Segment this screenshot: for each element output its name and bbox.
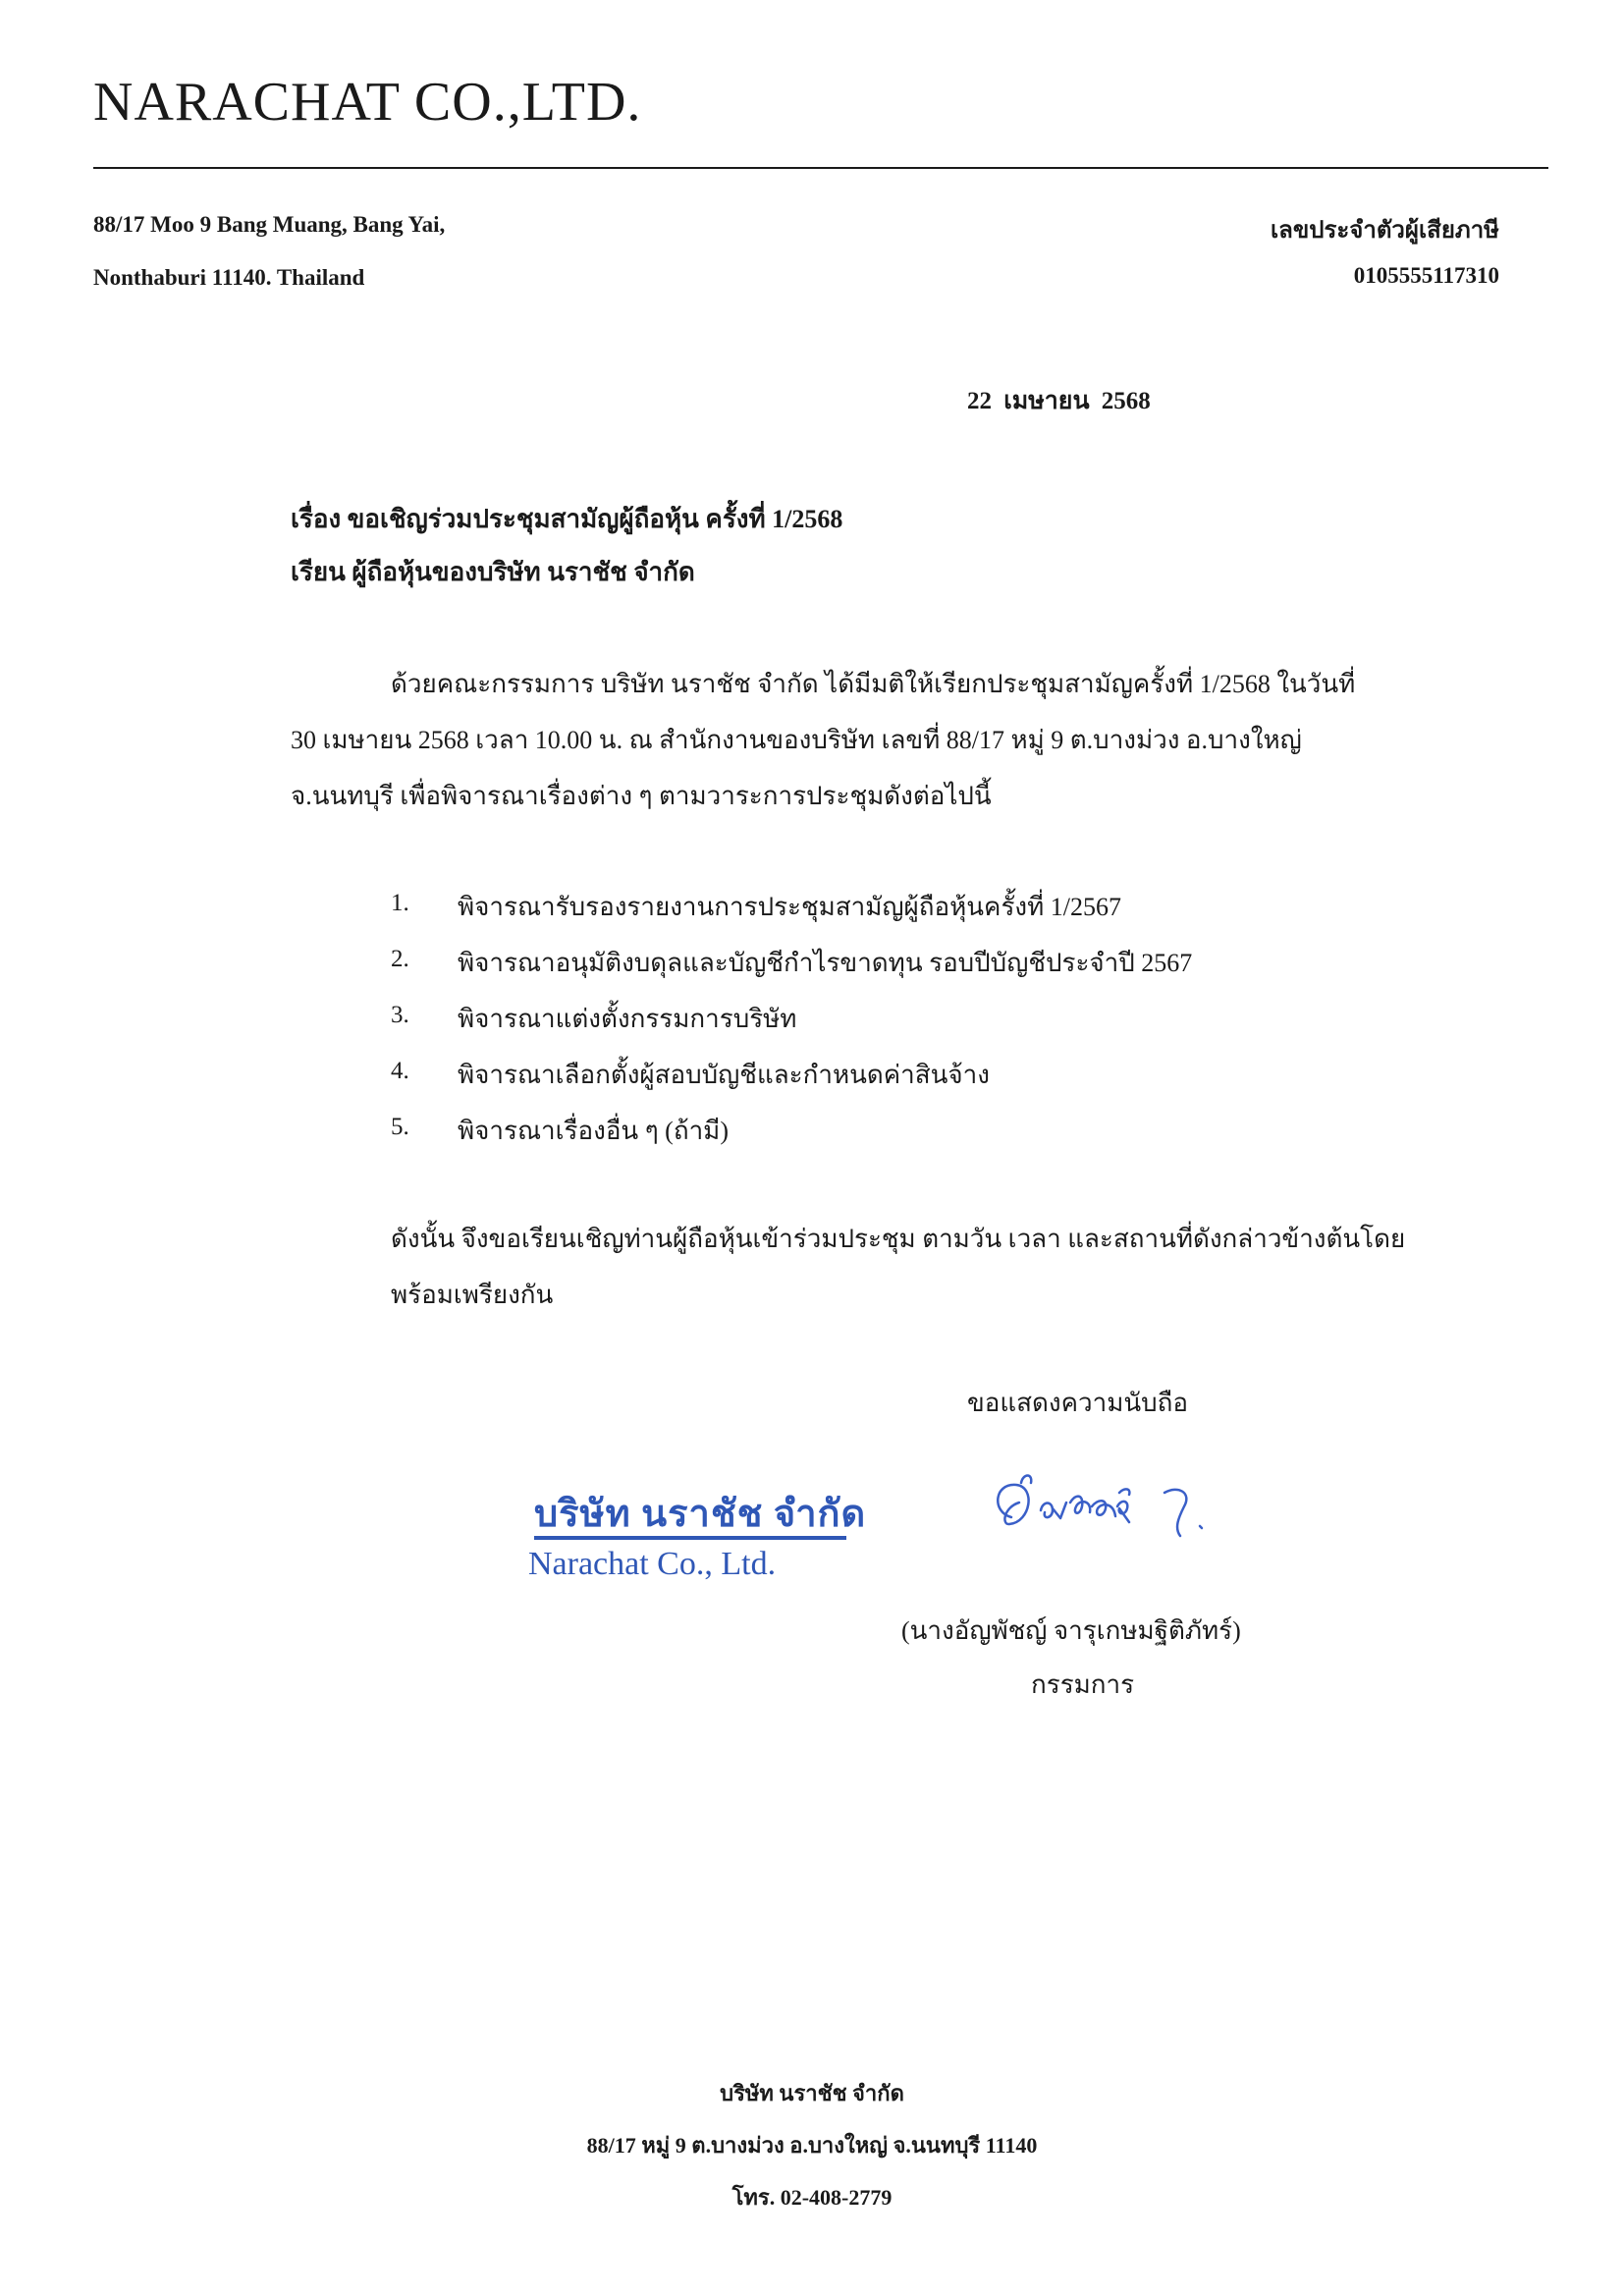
stamp-underline (534, 1536, 848, 1542)
agenda-item-number: 4. (391, 1058, 409, 1084)
address-line-2: Nonthaburi 11140. Thailand (93, 265, 365, 290)
stamp-english-text: Narachat Co., Ltd. (528, 1546, 777, 1582)
signer-name: (นางอัญพัชญ์ จารุเกษมฐิติภัทร์) (901, 1616, 1241, 1645)
tax-id-label: เลขประจำตัวผู้เสียภาษี (1270, 218, 1499, 244)
agenda-item-text: พิจารณาเรื่องอื่น ๆ (ถ้ามี) (458, 1117, 729, 1145)
tax-id-number: 0105555117310 (1353, 263, 1499, 288)
address-line-1: 88/17 Moo 9 Bang Muang, Bang Yai, (93, 212, 446, 237)
footer-address: 88/17 หมู่ 9 ต.บางม่วง อ.บางใหญ่ จ.นนทบุรี 11140 (586, 2133, 1038, 2158)
agenda-item-text: พิจารณาแต่งตั้งกรรมการบริษัท (458, 1005, 797, 1033)
agenda-item-number: 5. (391, 1114, 409, 1140)
header-divider (93, 167, 1548, 169)
agenda-item-text: พิจารณาอนุมัติงบดุลและบัญชีกำไรขาดทุน รอบปีบัญชีประจำปี 2567 (458, 949, 1193, 977)
agenda-item-number: 3. (391, 1002, 409, 1028)
agenda-item-number: 1. (391, 890, 409, 916)
company-name: NARACHAT CO.,LTD. (93, 72, 642, 133)
signer-title: กรรมการ (1031, 1670, 1135, 1699)
letter-recipient: เรียน ผู้ถือหุ้นของบริษัท นราชัช จำกัด (291, 558, 695, 586)
conclusion-line-1: ดังนั้น จึงขอเรียนเชิญท่านผู้ถือหุ้นเข้าร่วมประชุม ตามวัน เวลา และสถานที่ดังกล่าวข้างต้นโดย (391, 1225, 1406, 1253)
company-stamp (528, 1483, 867, 1591)
stamp-thai-text: บริษัท นราชัช จำกัด (534, 1494, 867, 1535)
signature-image (982, 1463, 1237, 1552)
footer-phone: โทร. 02-408-2779 (731, 2185, 893, 2210)
conclusion-line-2: พร้อมเพรียงกัน (391, 1281, 554, 1309)
agenda-item-text: พิจารณารับรองรายงานการประชุมสามัญผู้ถือหุ้นครั้งที่ 1/2567 (458, 893, 1121, 921)
letter-subject: เรื่อง ขอเชิญร่วมประชุมสามัญผู้ถือหุ้น ครั้งที่ 1/2568 (291, 505, 843, 533)
agenda-item-number: 2. (391, 946, 409, 972)
body-line-1: ด้วยคณะกรรมการ บริษัท นราชัช จำกัด ได้มีมติให้เรียกประชุมสามัญครั้งที่ 1/2568 ในวันที่ (391, 670, 1356, 698)
closing-salutation: ขอแสดงความนับถือ (967, 1389, 1188, 1417)
letter-date: 22 เมษายน 2568 (967, 388, 1151, 414)
agenda-item-text: พิจารณาเลือกตั้งผู้สอบบัญชีและกำหนดค่าสินจ้าง (458, 1061, 990, 1089)
body-line-2: 30 เมษายน 2568 เวลา 10.00 น. ณ สำนักงานของบริษัท เลขที่ 88/17 หมู่ 9 ต.บางม่วง อ.บางใหญ่ (291, 726, 1302, 754)
body-line-3: จ.นนทบุรี เพื่อพิจารณาเรื่องต่าง ๆ ตามวาระการประชุมดังต่อไปนี้ (291, 782, 992, 810)
footer-company: บริษัท นราชัช จำกัด (720, 2081, 904, 2105)
